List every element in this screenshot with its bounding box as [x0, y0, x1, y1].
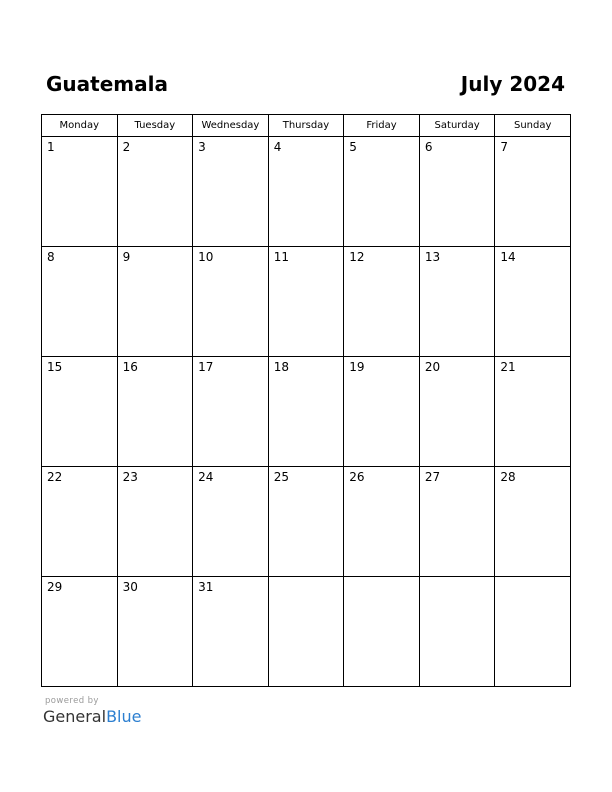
- day-number: 22: [47, 470, 63, 484]
- day-cell: [495, 137, 571, 247]
- country-title: Guatemala: [46, 72, 168, 96]
- day-number: 20: [424, 360, 441, 374]
- week-row-5: [42, 577, 571, 687]
- weekday-saturday: Saturday: [419, 115, 495, 137]
- day-cell: [193, 467, 269, 577]
- day-number: 6: [424, 140, 433, 154]
- day-number: 14: [500, 250, 516, 264]
- day-cell: [117, 357, 193, 467]
- day-number: 9: [122, 250, 131, 264]
- day-number: 11: [273, 250, 289, 264]
- day-cell: [117, 577, 193, 687]
- day-cell: [42, 467, 118, 577]
- day-cell: [268, 357, 344, 467]
- day-cell: [419, 467, 495, 577]
- day-cell: [419, 247, 495, 357]
- day-number: 29: [47, 580, 63, 594]
- footer-branding: [43, 696, 141, 727]
- day-number: 3: [198, 140, 206, 154]
- day-cell: [193, 247, 269, 357]
- day-number: 13: [424, 250, 441, 264]
- day-cell: [193, 357, 269, 467]
- day-cell: [268, 137, 344, 247]
- weekday-thursday: Thursday: [268, 115, 344, 137]
- day-cell: [117, 467, 193, 577]
- day-number: 10: [198, 250, 214, 264]
- weekday-sunday: Sunday: [495, 115, 571, 137]
- day-number: 17: [198, 360, 214, 374]
- day-cell: [193, 577, 269, 687]
- day-number: [495, 577, 570, 580]
- day-number: 26: [349, 470, 365, 484]
- weekday-tuesday: Tuesday: [117, 115, 193, 137]
- day-number: 16: [122, 360, 138, 374]
- day-number: [344, 577, 419, 580]
- day-number: 23: [122, 470, 138, 484]
- day-cell: [268, 467, 344, 577]
- day-cell: [495, 357, 571, 467]
- day-cell: [344, 577, 420, 687]
- day-number: 12: [349, 250, 365, 264]
- day-number: 2: [122, 140, 131, 154]
- weekday-wednesday: Wednesday: [193, 115, 269, 137]
- powered-by-label: powered by: [45, 696, 99, 706]
- generalblue-logo[interactable]: [43, 707, 141, 727]
- day-cell: [268, 577, 344, 687]
- day-cell: [419, 357, 495, 467]
- week-row-3: [42, 357, 571, 467]
- day-cell: [495, 247, 571, 357]
- day-cell: [42, 577, 118, 687]
- day-number: 28: [500, 470, 516, 484]
- day-number: 18: [273, 360, 289, 374]
- day-number: [420, 577, 495, 580]
- day-number: 15: [47, 360, 63, 374]
- week-row-2: [42, 247, 571, 357]
- day-cell: [42, 137, 118, 247]
- day-cell: [344, 247, 420, 357]
- brand-blue-text: Blue: [106, 707, 142, 726]
- day-number: [269, 577, 344, 580]
- day-cell: [344, 467, 420, 577]
- day-cell: [42, 247, 118, 357]
- day-cell: [117, 137, 193, 247]
- day-cell: [268, 247, 344, 357]
- day-cell: [193, 137, 269, 247]
- day-number: 21: [500, 360, 516, 374]
- day-number: 8: [47, 250, 55, 264]
- day-number: 24: [198, 470, 214, 484]
- day-number: 5: [349, 140, 357, 154]
- day-cell: [419, 577, 495, 687]
- day-number: 1: [47, 140, 55, 154]
- day-cell: [344, 137, 420, 247]
- day-number: 4: [273, 140, 282, 154]
- day-number: 7: [500, 140, 509, 154]
- weekday-header-row: [42, 115, 571, 137]
- month-title: July 2024: [460, 72, 565, 96]
- weekday-friday: Friday: [344, 115, 420, 137]
- day-cell: [495, 577, 571, 687]
- calendar-grid: [41, 114, 571, 687]
- week-row-4: [42, 467, 571, 577]
- day-cell: [117, 247, 193, 357]
- day-number: 31: [198, 580, 214, 594]
- day-cell: [495, 467, 571, 577]
- brand-general-text: General: [43, 707, 107, 726]
- week-row-1: [42, 137, 571, 247]
- day-cell: [42, 357, 118, 467]
- day-cell: [419, 137, 495, 247]
- day-cell: [344, 357, 420, 467]
- day-number: 30: [122, 580, 138, 594]
- day-number: 25: [273, 470, 289, 484]
- day-number: 27: [424, 470, 441, 484]
- weekday-monday: Monday: [42, 115, 118, 137]
- day-number: 19: [349, 360, 365, 374]
